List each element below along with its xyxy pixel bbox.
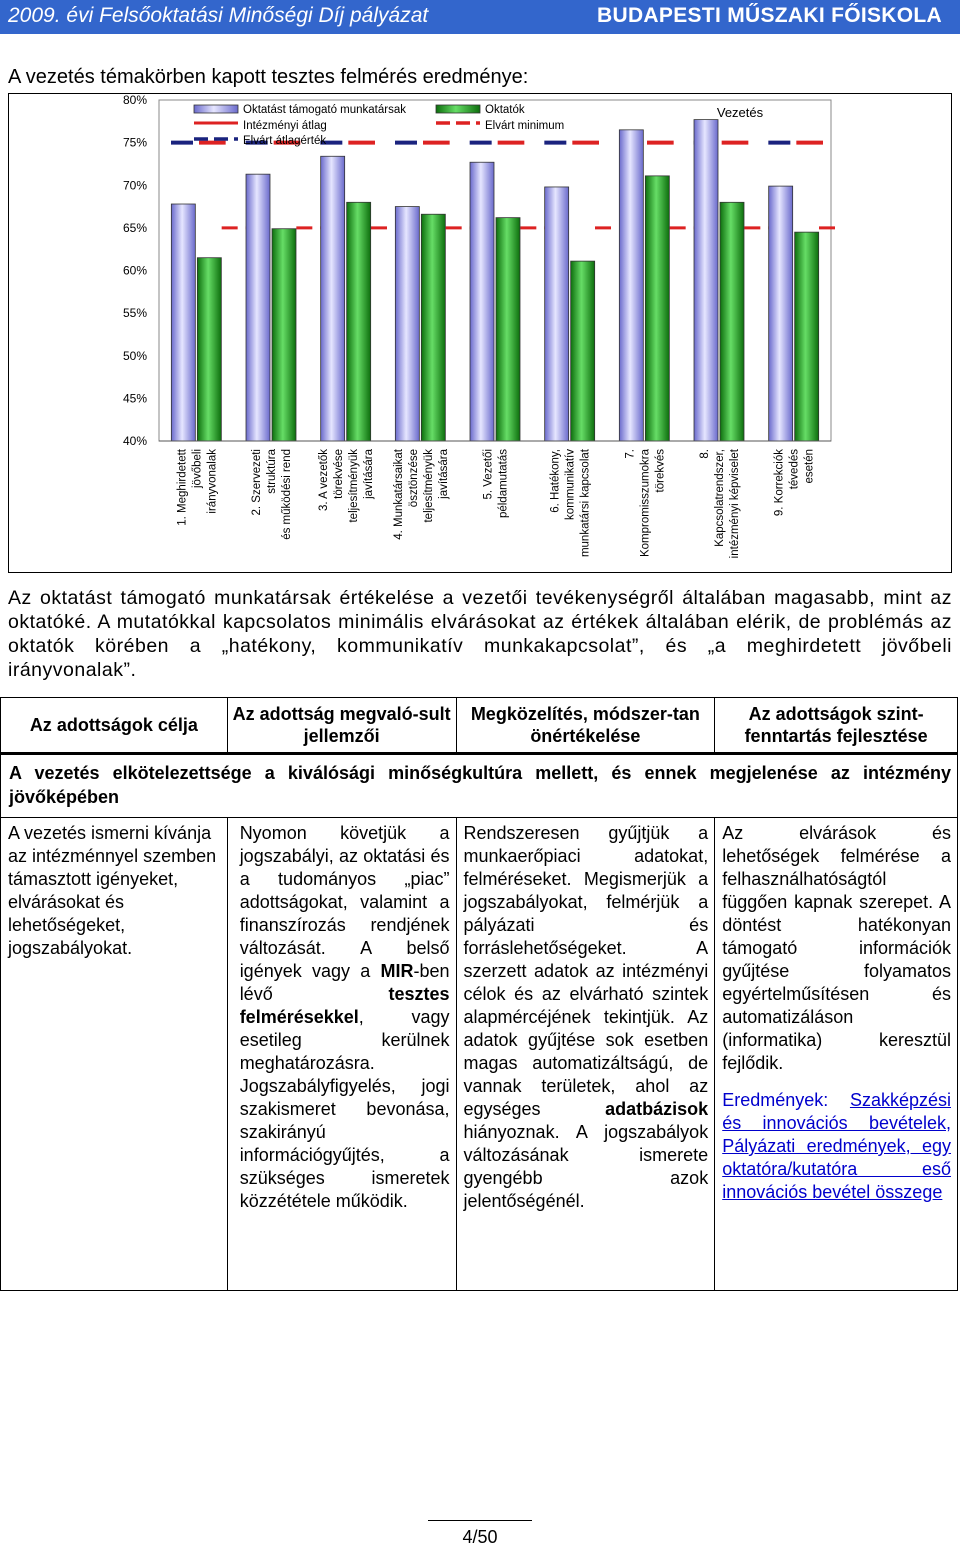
x-tick-label: Kapcsolatrendszer, [714,449,726,547]
y-tick-label: 70% [122,178,147,193]
x-tick-label: intézményi képviselet [729,449,741,559]
legend-label: Elvárt minimum [485,120,565,132]
chart-container [8,93,952,573]
bar-oktatast-tamogato [246,174,270,441]
bar-oktatast-tamogato [545,187,569,441]
bar-oktatast-tamogato [694,120,718,441]
legend-label: Elvárt átlagérték [243,135,327,147]
y-tick-label: 80% [122,93,147,107]
approach-text-1: Rendszeresen gyűjtjük a munkaerőpiaci adatokat, felméréseket. Megismerjük a jogszabályokat, felmérjük a pályázati és forráslehetőségeket. A szerzett adatok az intézményi célok és az elvárható szintek alapmércéjének tekintjük. Az adatok gyűjtése sok esetben magas automatizáltságú, de vannak területek, ahol az egységes [463,823,709,1119]
bar-oktatast-tamogato [619,130,643,441]
bar-chart [8,93,952,573]
development-text: Az elvárások és lehetőségek felmérése a felhasználhatóságtól függően kapnak szerepet. A döntést hatékonyan támogató információk gyűjtése folyamatos egyértelműsítésen és automatizáláson (informatika) keresztül fejlődik. [722,823,951,1073]
characteristics-text-2: -ben lévő [239,961,450,1004]
summary-paragraph: Az oktatást támogató munkatársak értékelése a vezetői tevékenységről általában magasabb, mint az oktatóké. A mutatókkal kapcsolatos minimális elvárásokat az értékek általában elérik, de problémás az oktatók körében a „hatékony, kommunikatív munkakapcsolat”, és „a meghirdetett jövőbeli irányvonalak”. [8,587,952,681]
x-tick-label: 6. Hatékony, [549,449,562,513]
x-tick-label: 7. [624,449,637,459]
bar-oktatok [197,258,221,441]
bar-oktatok [795,232,819,441]
x-tick-label: tévedés [788,449,801,490]
bar-oktatast-tamogato [171,204,195,441]
x-tick-label: struktúra [266,449,278,494]
x-tick-label: jövőbeli [191,449,204,488]
page-header [0,0,960,34]
section-title: A vezetés témakörben kapott tesztes felmérés eredménye: [8,66,529,88]
x-tick-label: 1. Meghirdetett [176,449,189,526]
goal-cell: A vezetés ismerni kívánja az intézménnyel szemben támasztott igényeket, elvárásokat és lehetőségeket, jogszabályokat. [1,818,228,1291]
legend-label: Intézményi átlag [243,120,327,132]
x-tick-label: ösztönzése [407,449,420,508]
x-tick-label: 9. Korrekciók [773,449,786,517]
footer-line [428,1520,532,1521]
x-tick-label: 8. [699,449,711,459]
x-tick-label: esetén [803,449,816,484]
header-title: 2009. évi Felsőoktatási Minőségi Díj pályázat [8,4,429,27]
x-tick-label: teljesítményük [422,449,435,523]
bar-oktatok [421,214,445,441]
x-tick-label: példamutatás [497,449,510,519]
y-tick-label: 75% [122,135,147,150]
characteristics-text-1: Nyomon követjük a jogszabályi, az oktatási és a tudományos „piac” adottságokat, valamint a finanszírozás rendjének változását. A belső igények vagy a [239,823,450,981]
x-tick-label: irányvonalak [206,449,219,514]
legend-swatch-blue [194,105,238,113]
bar-oktatast-tamogato [321,156,345,441]
x-tick-label: javítására [437,449,450,499]
y-tick-label: 55% [122,306,147,321]
header-approach: Megközelítés, módszer-tan önértékelése [456,698,715,754]
y-tick-label: 45% [122,391,147,406]
table-subheader: A vezetés elkötelezettsége a kiválósági minőségkultúra mellett, és ennek megjelenése az intézmény jövőképében [1,754,958,818]
characteristics-text-3: , vagy esetileg kerülnek meghatározásra. Jogszabályfigyelés, jogi szakismeret bevonása, szakirányú információgyűjtés, a szükséges ismeretek közzététele működik. [239,1007,450,1211]
y-tick-label: 50% [122,348,147,363]
header-institution: BUDAPESTI MŰSZAKI FŐISKOLA [597,4,942,27]
bar-oktatok [571,261,595,441]
approach-database: adatbázisok [605,1099,709,1119]
x-tick-label: 2. Szervezeti [251,449,263,516]
x-tick-label: teljesítményük [348,449,361,523]
bar-oktatok [496,218,520,441]
results-block [722,1089,951,1204]
bar-oktatast-tamogato [395,207,419,441]
header-characteristics: Az adottság megvaló-sult jellemzői [227,698,456,754]
quality-table [0,697,958,1291]
bar-oktatok [272,229,296,441]
x-tick-label: törekvés [654,449,667,493]
approach-cell [456,818,715,1291]
bar-oktatok [645,176,669,441]
bar-oktatast-tamogato [769,186,793,441]
header-development: Az adottságok szint-fenntartás fejlesztése [715,698,958,754]
legend-swatch-green [436,105,480,113]
x-tick-label: 4. Munkatársaikat [392,449,405,540]
x-tick-label: törekvése [333,449,346,499]
x-tick-label: 5. Vezetői [482,449,495,500]
legend-label: Oktatást támogató munkatársak [243,104,406,116]
bar-oktatok [720,202,744,441]
characteristics-cell [227,818,456,1291]
header-goal: Az adottságok célja [1,698,228,754]
approach-text-2: hiányoznak. A jogszabályok változásának ismerete gyengébb azok jelentőségénél. [463,1122,709,1211]
x-tick-label: Kompromisszumokra [639,449,652,557]
results-label: Eredmények: [722,1090,829,1110]
bar-oktatast-tamogato [470,162,494,441]
results-link[interactable]: Szakképzési és innovációs bevételek, Pályázati eredmények, egy oktatóra/kutatóra eső innovációs bevétel összege [722,1090,951,1202]
x-tick-label: kommunikatív [564,449,577,520]
y-tick-label: 60% [122,263,147,278]
bar-oktatok [347,202,371,441]
x-tick-label: munkatársi kapcsolat [579,449,592,558]
characteristics-mir: MIR [380,961,414,981]
x-tick-label: és működési rend [281,449,293,540]
y-tick-label: 40% [122,434,147,448]
x-tick-label: 3. A vezetők [318,449,331,512]
page-number: 4/50 [462,1527,498,1547]
y-tick-label: 65% [122,220,147,235]
x-tick-label: javítására [363,449,376,499]
legend-label: Oktatók [485,104,525,116]
characteristics-survey: tesztes felmérésekkel [239,984,450,1027]
development-cell [715,818,958,1291]
chart-title: Vezetés [716,105,764,120]
